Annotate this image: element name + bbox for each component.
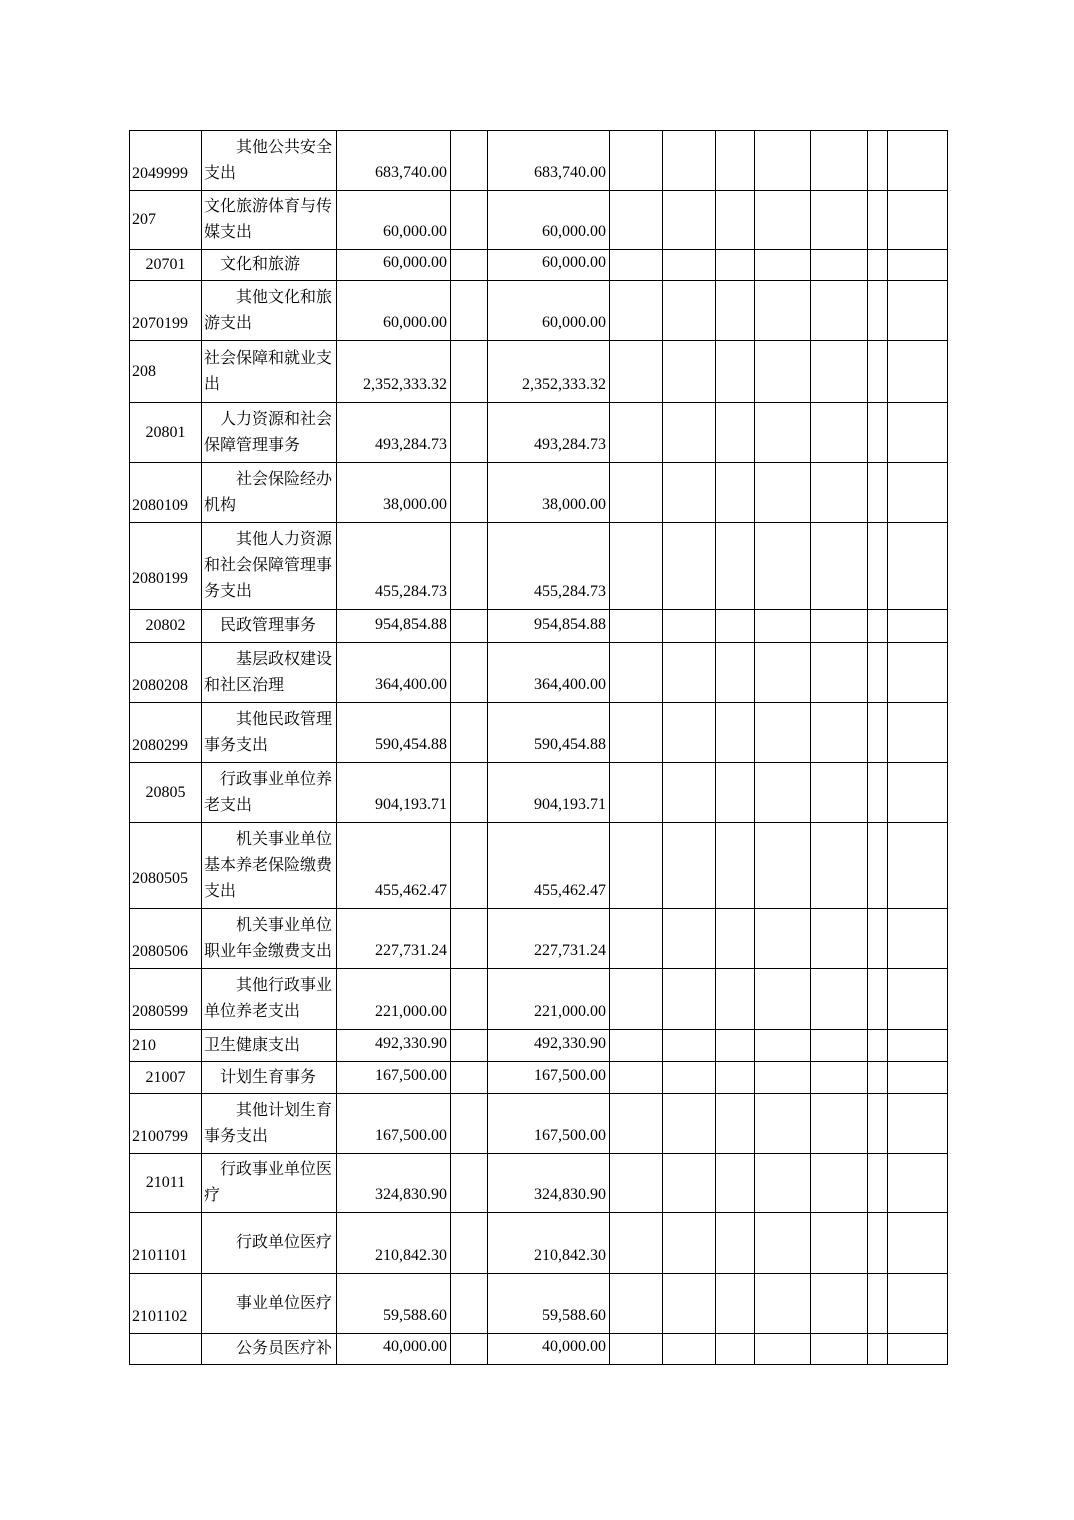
name-cell: 其他民政管理事务支出 [202, 703, 337, 763]
empty-cell [716, 763, 755, 823]
name-cell: 民政管理事务 [202, 610, 337, 643]
empty-cell [811, 1030, 868, 1062]
amount2-cell: 167,500.00 [488, 1062, 610, 1094]
amount2-cell: 954,854.88 [488, 610, 610, 643]
code-cell: 2080208 [130, 643, 202, 703]
empty-cell [888, 191, 948, 250]
empty-cell [888, 643, 948, 703]
empty-cell [663, 1213, 716, 1274]
table-row [130, 281, 948, 341]
empty-cell [755, 131, 811, 191]
empty-cell [663, 463, 716, 523]
table-row [130, 610, 948, 643]
empty-cell [610, 281, 663, 341]
name-cell: 社会保险经办机构 [202, 463, 337, 523]
empty-cell [663, 403, 716, 463]
table-row [130, 969, 948, 1030]
empty-cell [811, 763, 868, 823]
empty-cell [716, 643, 755, 703]
empty-cell [868, 610, 888, 643]
amount1-cell: 40,000.00 [337, 1334, 451, 1365]
empty-cell [663, 610, 716, 643]
amount2-cell: 40,000.00 [488, 1334, 610, 1365]
empty-cell [610, 463, 663, 523]
empty-cell [716, 191, 755, 250]
table-row [130, 823, 948, 909]
empty-cell [663, 1334, 716, 1365]
amount1-cell: 60,000.00 [337, 191, 451, 250]
empty-cell [716, 1062, 755, 1094]
empty-cell [811, 463, 868, 523]
gap-cell [451, 703, 488, 763]
table-row [130, 403, 948, 463]
code-cell: 210 [130, 1030, 202, 1062]
empty-cell [868, 643, 888, 703]
empty-cell [811, 523, 868, 610]
table-row [130, 763, 948, 823]
amount2-cell: 493,284.73 [488, 403, 610, 463]
amount1-cell: 59,588.60 [337, 1274, 451, 1334]
empty-cell [610, 523, 663, 610]
amount1-cell: 167,500.00 [337, 1062, 451, 1094]
gap-cell [451, 1334, 488, 1365]
empty-cell [610, 1334, 663, 1365]
empty-cell [811, 341, 868, 403]
table-row [130, 523, 948, 610]
code-cell: 2080506 [130, 909, 202, 969]
amount2-cell: 2,352,333.32 [488, 341, 610, 403]
empty-cell [888, 1094, 948, 1154]
gap-cell [451, 823, 488, 909]
amount1-cell: 221,000.00 [337, 969, 451, 1030]
empty-cell [663, 191, 716, 250]
table-row [130, 250, 948, 281]
empty-cell [811, 1334, 868, 1365]
empty-cell [888, 763, 948, 823]
empty-cell [755, 341, 811, 403]
empty-cell [755, 909, 811, 969]
empty-cell [755, 703, 811, 763]
gap-cell [451, 463, 488, 523]
gap-cell [451, 281, 488, 341]
amount2-cell: 60,000.00 [488, 281, 610, 341]
amount1-cell: 38,000.00 [337, 463, 451, 523]
empty-cell [663, 1274, 716, 1334]
empty-cell [610, 191, 663, 250]
empty-cell [610, 131, 663, 191]
amount2-cell: 590,454.88 [488, 703, 610, 763]
empty-cell [888, 823, 948, 909]
table-row [130, 1334, 948, 1365]
name-cell: 行政事业单位养老支出 [202, 763, 337, 823]
code-cell: 2101102 [130, 1274, 202, 1334]
empty-cell [663, 523, 716, 610]
gap-cell [451, 131, 488, 191]
empty-cell [755, 523, 811, 610]
empty-cell [663, 281, 716, 341]
name-cell: 计划生育事务 [202, 1062, 337, 1094]
empty-cell [888, 703, 948, 763]
empty-cell [716, 1274, 755, 1334]
empty-cell [716, 1154, 755, 1213]
gap-cell [451, 1213, 488, 1274]
amount1-cell: 324,830.90 [337, 1154, 451, 1213]
amount1-cell: 683,740.00 [337, 131, 451, 191]
empty-cell [868, 463, 888, 523]
empty-cell [663, 1154, 716, 1213]
table-row [130, 1062, 948, 1094]
name-cell: 行政单位医疗 [202, 1213, 337, 1274]
amount1-cell: 2,352,333.32 [337, 341, 451, 403]
empty-cell [663, 250, 716, 281]
empty-cell [888, 403, 948, 463]
empty-cell [755, 969, 811, 1030]
amount1-cell: 364,400.00 [337, 643, 451, 703]
empty-cell [811, 610, 868, 643]
code-cell: 207 [130, 191, 202, 250]
gap-cell [451, 1274, 488, 1334]
empty-cell [716, 131, 755, 191]
empty-cell [610, 1094, 663, 1154]
name-cell: 其他公共安全支出 [202, 131, 337, 191]
empty-cell [663, 703, 716, 763]
amount2-cell: 455,284.73 [488, 523, 610, 610]
code-cell: 20805 [130, 763, 202, 823]
empty-cell [755, 1154, 811, 1213]
gap-cell [451, 1094, 488, 1154]
empty-cell [868, 341, 888, 403]
empty-cell [663, 763, 716, 823]
empty-cell [868, 969, 888, 1030]
empty-cell [755, 1062, 811, 1094]
gap-cell [451, 1030, 488, 1062]
amount2-cell: 904,193.71 [488, 763, 610, 823]
empty-cell [716, 703, 755, 763]
empty-cell [868, 1213, 888, 1274]
empty-cell [716, 463, 755, 523]
code-cell [130, 1334, 202, 1365]
empty-cell [755, 250, 811, 281]
empty-cell [610, 909, 663, 969]
empty-cell [868, 1154, 888, 1213]
table-row [130, 191, 948, 250]
table-row [130, 341, 948, 403]
gap-cell [451, 643, 488, 703]
empty-cell [755, 823, 811, 909]
code-cell: 2080199 [130, 523, 202, 610]
empty-cell [610, 1154, 663, 1213]
empty-cell [888, 341, 948, 403]
empty-cell [888, 969, 948, 1030]
empty-cell [811, 703, 868, 763]
empty-cell [610, 823, 663, 909]
empty-cell [868, 281, 888, 341]
empty-cell [755, 763, 811, 823]
empty-cell [868, 1062, 888, 1094]
table-row [130, 1094, 948, 1154]
empty-cell [610, 250, 663, 281]
budget-table [129, 130, 948, 1365]
empty-cell [610, 403, 663, 463]
code-cell: 2100799 [130, 1094, 202, 1154]
empty-cell [811, 403, 868, 463]
amount1-cell: 227,731.24 [337, 909, 451, 969]
empty-cell [868, 909, 888, 969]
code-cell: 21007 [130, 1062, 202, 1094]
name-cell: 其他人力资源和社会保障管理事务支出 [202, 523, 337, 610]
empty-cell [811, 1274, 868, 1334]
empty-cell [888, 523, 948, 610]
empty-cell [663, 969, 716, 1030]
gap-cell [451, 523, 488, 610]
name-cell: 事业单位医疗 [202, 1274, 337, 1334]
empty-cell [868, 131, 888, 191]
gap-cell [451, 341, 488, 403]
code-cell: 2080599 [130, 969, 202, 1030]
empty-cell [811, 281, 868, 341]
empty-cell [811, 1062, 868, 1094]
name-cell: 社会保障和就业支出 [202, 341, 337, 403]
empty-cell [755, 403, 811, 463]
amount1-cell: 60,000.00 [337, 281, 451, 341]
name-cell: 其他计划生育事务支出 [202, 1094, 337, 1154]
amount1-cell: 455,284.73 [337, 523, 451, 610]
empty-cell [663, 823, 716, 909]
empty-cell [755, 1213, 811, 1274]
empty-cell [868, 823, 888, 909]
empty-cell [610, 1213, 663, 1274]
empty-cell [888, 1274, 948, 1334]
table-row [130, 1154, 948, 1213]
gap-cell [451, 403, 488, 463]
code-cell: 2049999 [130, 131, 202, 191]
empty-cell [663, 1030, 716, 1062]
table-row [130, 1030, 948, 1062]
amount1-cell: 904,193.71 [337, 763, 451, 823]
code-cell: 2101101 [130, 1213, 202, 1274]
empty-cell [755, 1094, 811, 1154]
name-cell: 卫生健康支出 [202, 1030, 337, 1062]
amount2-cell: 59,588.60 [488, 1274, 610, 1334]
empty-cell [811, 969, 868, 1030]
gap-cell [451, 1154, 488, 1213]
empty-cell [868, 1274, 888, 1334]
code-cell: 2070199 [130, 281, 202, 341]
amount1-cell: 954,854.88 [337, 610, 451, 643]
table-row [130, 643, 948, 703]
table-body [130, 131, 948, 1365]
empty-cell [755, 610, 811, 643]
empty-cell [610, 763, 663, 823]
empty-cell [868, 1334, 888, 1365]
code-cell: 20801 [130, 403, 202, 463]
gap-cell [451, 969, 488, 1030]
name-cell: 文化旅游体育与传媒支出 [202, 191, 337, 250]
name-cell: 公务员医疗补 [202, 1334, 337, 1365]
code-cell: 2080299 [130, 703, 202, 763]
table-row [130, 131, 948, 191]
gap-cell [451, 250, 488, 281]
code-cell: 20802 [130, 610, 202, 643]
empty-cell [868, 703, 888, 763]
code-cell: 2080505 [130, 823, 202, 909]
amount2-cell: 38,000.00 [488, 463, 610, 523]
empty-cell [888, 1154, 948, 1213]
gap-cell [451, 909, 488, 969]
empty-cell [610, 1062, 663, 1094]
empty-cell [755, 191, 811, 250]
empty-cell [868, 250, 888, 281]
empty-cell [868, 763, 888, 823]
table-row [130, 463, 948, 523]
amount1-cell: 60,000.00 [337, 250, 451, 281]
gap-cell [451, 763, 488, 823]
table-row [130, 909, 948, 969]
amount1-cell: 493,284.73 [337, 403, 451, 463]
amount2-cell: 455,462.47 [488, 823, 610, 909]
amount2-cell: 683,740.00 [488, 131, 610, 191]
amount2-cell: 167,500.00 [488, 1094, 610, 1154]
empty-cell [716, 341, 755, 403]
empty-cell [610, 610, 663, 643]
empty-cell [610, 703, 663, 763]
empty-cell [716, 1094, 755, 1154]
empty-cell [868, 191, 888, 250]
empty-cell [811, 909, 868, 969]
table-row [130, 1213, 948, 1274]
name-cell: 基层政权建设和社区治理 [202, 643, 337, 703]
table-row [130, 1274, 948, 1334]
empty-cell [811, 1094, 868, 1154]
empty-cell [811, 191, 868, 250]
name-cell: 其他文化和旅游支出 [202, 281, 337, 341]
empty-cell [888, 1213, 948, 1274]
amount1-cell: 590,454.88 [337, 703, 451, 763]
empty-cell [716, 610, 755, 643]
name-cell: 文化和旅游 [202, 250, 337, 281]
empty-cell [888, 1030, 948, 1062]
name-cell: 机关事业单位职业年金缴费支出 [202, 909, 337, 969]
amount1-cell: 455,462.47 [337, 823, 451, 909]
empty-cell [716, 1334, 755, 1365]
empty-cell [610, 1274, 663, 1334]
amount2-cell: 60,000.00 [488, 250, 610, 281]
amount2-cell: 364,400.00 [488, 643, 610, 703]
empty-cell [663, 909, 716, 969]
amount1-cell: 210,842.30 [337, 1213, 451, 1274]
gap-cell [451, 1062, 488, 1094]
empty-cell [888, 463, 948, 523]
empty-cell [663, 1094, 716, 1154]
empty-cell [888, 281, 948, 341]
empty-cell [716, 403, 755, 463]
empty-cell [663, 1062, 716, 1094]
empty-cell [811, 250, 868, 281]
empty-cell [888, 909, 948, 969]
amount1-cell: 167,500.00 [337, 1094, 451, 1154]
name-cell: 行政事业单位医疗 [202, 1154, 337, 1213]
empty-cell [755, 1274, 811, 1334]
amount2-cell: 492,330.90 [488, 1030, 610, 1062]
amount2-cell: 324,830.90 [488, 1154, 610, 1213]
gap-cell [451, 610, 488, 643]
empty-cell [868, 1094, 888, 1154]
empty-cell [755, 463, 811, 523]
table-row [130, 703, 948, 763]
empty-cell [610, 1030, 663, 1062]
empty-cell [868, 523, 888, 610]
empty-cell [610, 643, 663, 703]
empty-cell [811, 1154, 868, 1213]
empty-cell [811, 643, 868, 703]
code-cell: 20701 [130, 250, 202, 281]
empty-cell [811, 823, 868, 909]
name-cell: 其他行政事业单位养老支出 [202, 969, 337, 1030]
amount2-cell: 227,731.24 [488, 909, 610, 969]
amount2-cell: 60,000.00 [488, 191, 610, 250]
empty-cell [811, 131, 868, 191]
empty-cell [868, 403, 888, 463]
empty-cell [663, 131, 716, 191]
empty-cell [716, 1213, 755, 1274]
empty-cell [888, 610, 948, 643]
empty-cell [663, 643, 716, 703]
empty-cell [716, 969, 755, 1030]
empty-cell [716, 523, 755, 610]
empty-cell [811, 1213, 868, 1274]
amount1-cell: 492,330.90 [337, 1030, 451, 1062]
code-cell: 2080109 [130, 463, 202, 523]
empty-cell [755, 281, 811, 341]
empty-cell [610, 969, 663, 1030]
gap-cell [451, 191, 488, 250]
empty-cell [888, 131, 948, 191]
code-cell: 21011 [130, 1154, 202, 1213]
empty-cell [755, 643, 811, 703]
amount2-cell: 210,842.30 [488, 1213, 610, 1274]
empty-cell [610, 341, 663, 403]
empty-cell [888, 1062, 948, 1094]
empty-cell [868, 1030, 888, 1062]
empty-cell [888, 1334, 948, 1365]
empty-cell [755, 1334, 811, 1365]
amount2-cell: 221,000.00 [488, 969, 610, 1030]
empty-cell [716, 250, 755, 281]
empty-cell [716, 909, 755, 969]
name-cell: 机关事业单位基本养老保险缴费支出 [202, 823, 337, 909]
empty-cell [755, 1030, 811, 1062]
empty-cell [716, 281, 755, 341]
empty-cell [716, 1030, 755, 1062]
empty-cell [888, 250, 948, 281]
code-cell: 208 [130, 341, 202, 403]
empty-cell [663, 341, 716, 403]
empty-cell [716, 823, 755, 909]
name-cell: 人力资源和社会保障管理事务 [202, 403, 337, 463]
